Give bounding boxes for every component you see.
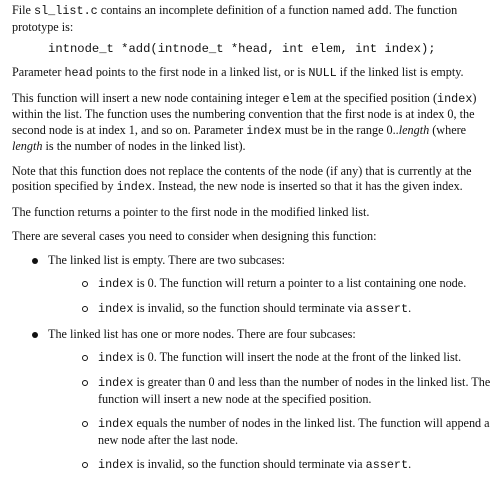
case-title: The linked list is empty. There are two subcases:	[48, 252, 285, 267]
bullet-icon	[32, 332, 38, 338]
circle-bullet-icon	[82, 281, 88, 287]
insert-description-paragraph: This function will insert a new node containing integer elem at the specified position (index) within the list. The function uses the numbering convention that the first node is at index 0, the second node is at index 1, and so on. Parameter index must be in the range 0..length (where length is the number of nodes in the linked list).	[12, 90, 477, 153]
intro-paragraph: File sl_list.c contains an incomplete definition of a function named add. The function prototype is:	[12, 3, 458, 34]
circle-bullet-icon	[82, 306, 88, 312]
circle-bullet-icon	[82, 421, 88, 427]
case-item-nonempty-list	[12, 327, 496, 474]
subcase-item: index is 0. The function will insert the node at the front of the linked list.	[48, 350, 496, 367]
head-parameter-paragraph: Parameter head points to the first node in a linked list, or is NULL if the linked list is empty.	[12, 65, 464, 80]
cases-list	[12, 253, 496, 474]
subcase-item: index is invalid, so the function should terminate via assert.	[48, 301, 496, 318]
subcases-list	[48, 276, 496, 318]
cases-intro-paragraph: There are several cases you need to consider when designing this function:	[12, 229, 377, 243]
circle-bullet-icon	[82, 462, 88, 468]
document-page	[12, 3, 496, 483]
case-title: The linked list has one or more nodes. There are four subcases:	[48, 326, 356, 341]
subcase-item: index is 0. The function will return a pointer to a list containing one node.	[48, 276, 496, 293]
function-name-code: add	[367, 4, 389, 18]
case-item-empty-list	[12, 253, 496, 318]
subcase-item: index is greater than 0 and less than the number of nodes in the linked list. The function will insert a new node at the specified position.	[48, 375, 496, 407]
circle-bullet-icon	[82, 355, 88, 361]
returns-paragraph: The function returns a pointer to the first node in the modified linked list.	[12, 204, 370, 219]
circle-bullet-icon	[82, 380, 88, 386]
function-prototype: intnode_t *add(intnode_t *head, int elem, int index);	[48, 42, 436, 56]
subcase-item: index is invalid, so the function should terminate via assert.	[48, 457, 496, 474]
subcases-list	[48, 350, 496, 474]
subcase-item: index equals the number of nodes in the linked list. The function will append a new node after the last node.	[48, 416, 496, 448]
note-paragraph: Note that this function does not replace the contents of the node (if any) that is currently at the position specified by index. Instead, the new node is inserted so that it has the given index.	[12, 163, 472, 194]
bullet-icon	[32, 258, 38, 264]
filename-code: sl_list.c	[34, 4, 98, 18]
